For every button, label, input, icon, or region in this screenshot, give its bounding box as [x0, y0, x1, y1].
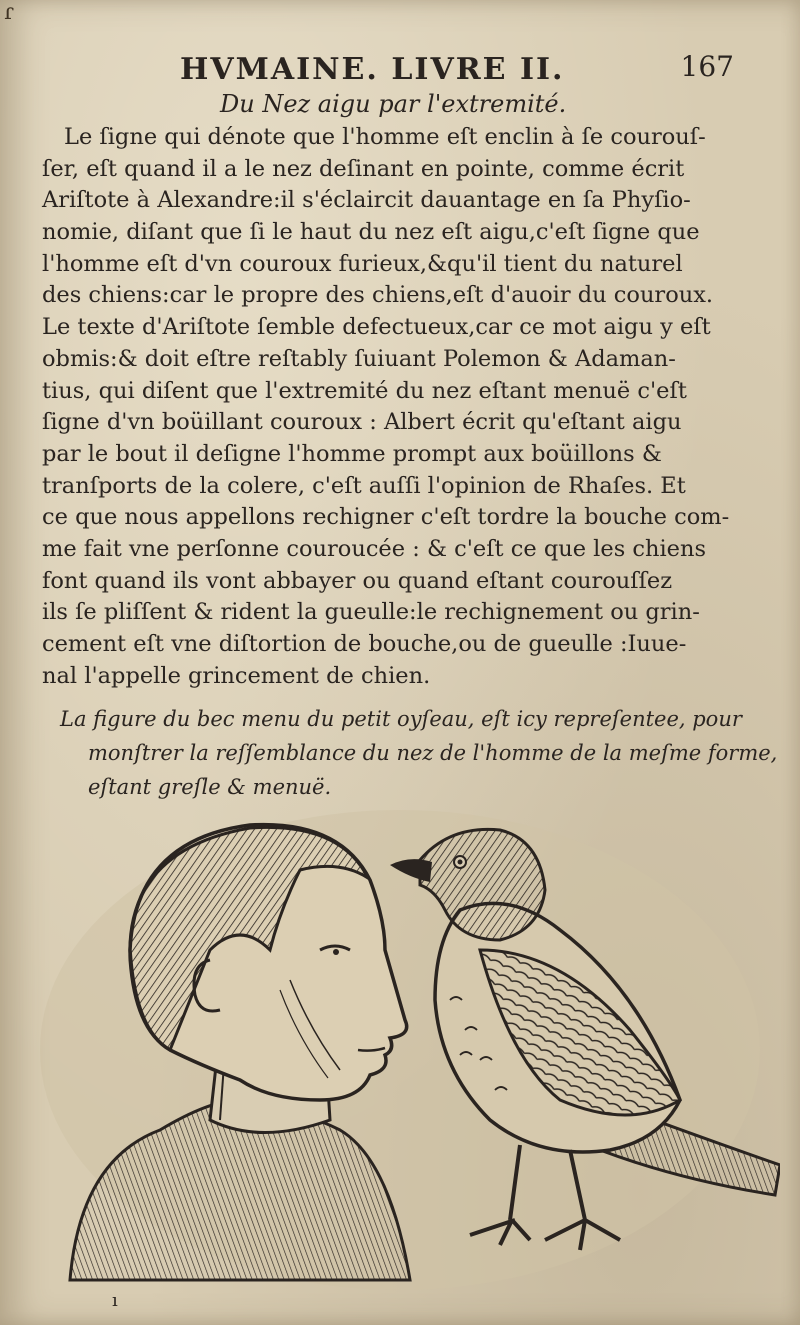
section-heading: Du Nez aigu par l'extremité.: [220, 90, 567, 118]
text-line: des chiens:car le propre des chiens,eſt d'auoir du couroux.: [42, 282, 714, 309]
text-line: l'homme eſt d'vn couroux furieux,&qu'il tient du naturel: [42, 250, 683, 277]
text-line: tius, qui diſent que l'extremité du nez eſtant menuë c'eſt: [42, 377, 687, 404]
text-line: Le texte d'Ariſtote ſemble defectueux,car ce mot aigu y eſt: [42, 314, 711, 341]
figure-caption: [60, 702, 780, 804]
text-line: Le ſigne qui dénote que l'homme eſt enclin à ſe courouſ-: [64, 124, 706, 150]
corner-mark: ɾ: [4, 0, 14, 25]
text-line: ce que nous appellons rechigner c'eſt tordre la bouche com-: [42, 504, 730, 531]
text-line: Ariſtote à Alexandre:il s'éclaircit dauantage en ſa Phyſio-: [42, 187, 691, 214]
text-line: ſer, eſt quand il a le nez deſinant en pointe, comme écrit: [42, 155, 685, 182]
page-number: 167: [680, 50, 734, 83]
body-text: [42, 122, 762, 692]
text-line: obmis:& doit eſtre reſtably ſuiuant Polemon & Adaman-: [42, 345, 676, 372]
caption-line: La figure du bec menu du petit oyſeau, eſt icy repreſentee, pour: [60, 707, 742, 731]
text-line: tranſports de la colere, c'eſt auſſi l'opinion de Rhaſes. Et: [42, 472, 686, 499]
text-line: me fait vne perſonne couroucée : & c'eſt ce que les chiens: [42, 535, 707, 562]
text-line: ils ſe pliſſent & rident la gueulle:le rechignement ou grin-: [42, 599, 700, 626]
caption-line: monſtrer la reſſemblance du nez de l'homme de la meſme forme,: [88, 741, 778, 765]
text-line: nomie, diſant que ſi le haut du nez eſt aigu,c'eſt ſigne que: [42, 219, 700, 246]
text-line: font quand ils vont abbayer ou quand eſtant courouſſez: [42, 567, 673, 594]
woodcut-illustration: [40, 800, 780, 1300]
bottom-mark: ı: [112, 1290, 118, 1311]
running-head: HVMAINE. LIVRE II.: [180, 52, 565, 87]
text-line: nal l'appelle grincement de chien.: [42, 662, 431, 689]
text-line: ſigne d'vn boüillant couroux : Albert écrit qu'eſtant aigu: [42, 409, 682, 436]
text-line: cement eſt vne diſtortion de bouche,ou de gueulle :Iuue-: [42, 631, 687, 657]
caption-line: eſtant greſle & menuë.: [88, 775, 332, 799]
text-line: par le bout il deſigne l'homme prompt aux boüillons &: [42, 440, 662, 467]
